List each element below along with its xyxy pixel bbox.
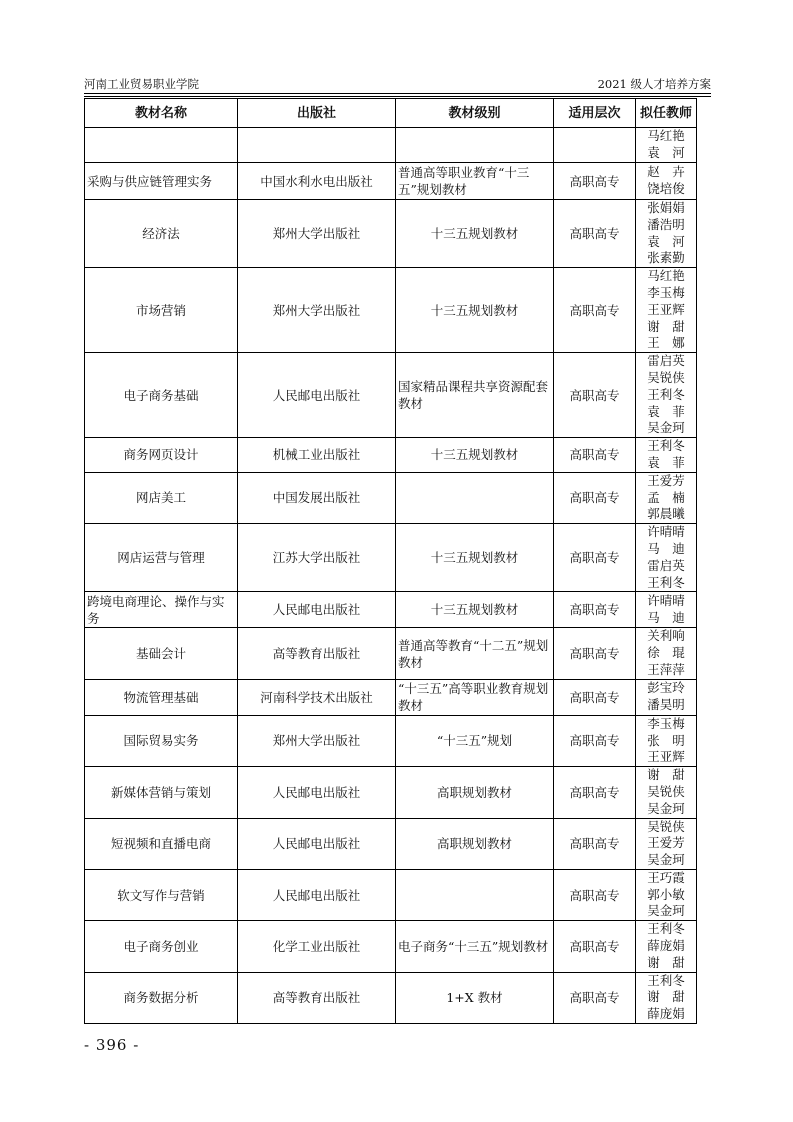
- cell-layer: 高职高专: [554, 353, 636, 438]
- header-doc-title: 2021 级人才培养方案: [597, 77, 711, 91]
- table-row: [85, 767, 697, 818]
- col-header-teachers: 拟任教师: [636, 99, 697, 128]
- cell-level: 国家精品课程共享资源配套教材: [396, 353, 554, 438]
- table-row: [85, 472, 697, 523]
- cell-layer: 高职高专: [554, 268, 636, 353]
- page-number: - 396 -: [84, 1036, 140, 1054]
- cell-textbook-name: 基础会计: [85, 628, 238, 679]
- textbook-table: [84, 98, 697, 1024]
- cell-layer: 高职高专: [554, 200, 636, 268]
- table-row: [85, 972, 697, 1023]
- table-row: [85, 524, 697, 592]
- col-header-layer: 适用层次: [554, 99, 636, 128]
- cell-level: [396, 472, 554, 523]
- col-header-name: 教材名称: [85, 99, 238, 128]
- cell-textbook-name: 电子商务基础: [85, 353, 238, 438]
- cell-layer: 高职高专: [554, 472, 636, 523]
- header-rule: [84, 93, 711, 94]
- cell-teachers: 许晴晴 马 迪 雷启英 王利冬: [636, 524, 697, 592]
- cell-layer: 高职高专: [554, 767, 636, 818]
- cell-textbook-name: 短视频和直播电商: [85, 818, 238, 869]
- table-row: [85, 200, 697, 268]
- cell-textbook-name: 市场营销: [85, 268, 238, 353]
- cell-level: 十三五规划教材: [396, 438, 554, 473]
- cell-textbook-name: 跨境电商理论、操作与实务: [85, 592, 238, 628]
- cell-level: 十三五规划教材: [396, 268, 554, 353]
- cell-level: 普通高等教育“十二五”规划教材: [396, 628, 554, 679]
- cell-teachers: 许晴晴 马 迪: [636, 592, 697, 628]
- cell-publisher: 江苏大学出版社: [238, 524, 396, 592]
- table-row: [85, 268, 697, 353]
- table-row: [85, 679, 697, 715]
- cell-publisher: 高等教育出版社: [238, 628, 396, 679]
- cell-layer: 高职高专: [554, 818, 636, 869]
- cell-layer: 高职高专: [554, 921, 636, 972]
- cell-level: 十三五规划教材: [396, 200, 554, 268]
- cell-layer: 高职高专: [554, 524, 636, 592]
- cell-publisher: 化学工业出版社: [238, 921, 396, 972]
- cell-teachers: 王巧霞 郭小敏 吴金珂: [636, 869, 697, 920]
- cell-teachers: 张娟娟 潘浩明 袁 河 张素勤: [636, 200, 697, 268]
- cell-publisher: 河南科学技术出版社: [238, 679, 396, 715]
- table-row: [85, 818, 697, 869]
- col-header-level: 教材级别: [396, 99, 554, 128]
- cell-level: 电子商务“十三五”规划教材: [396, 921, 554, 972]
- table-row: [85, 921, 697, 972]
- cell-layer: 高职高专: [554, 715, 636, 766]
- cell-textbook-name: 网店美工: [85, 472, 238, 523]
- cell-teachers: 王利冬 薛庞娟 谢 甜: [636, 921, 697, 972]
- cell-teachers: 王爱芳 孟 楠 郭晨曦: [636, 472, 697, 523]
- cell-layer: [554, 128, 636, 163]
- cell-level: 普通高等职业教育“十三五”规划教材: [396, 163, 554, 200]
- cell-publisher: 人民邮电出版社: [238, 818, 396, 869]
- cell-level: “十三五”高等职业教育规划教材: [396, 679, 554, 715]
- cell-teachers: 马红艳 袁 河: [636, 128, 697, 163]
- cell-textbook-name: 国际贸易实务: [85, 715, 238, 766]
- cell-layer: 高职高专: [554, 163, 636, 200]
- cell-teachers: 雷启英 吴锐侠 王利冬 袁 菲 吴金珂: [636, 353, 697, 438]
- cell-teachers: 彭宝玲 潘昊明: [636, 679, 697, 715]
- page-header: [84, 76, 711, 92]
- cell-publisher: 机械工业出版社: [238, 438, 396, 473]
- table-row: [85, 869, 697, 920]
- table-row: [85, 592, 697, 628]
- cell-publisher: 中国发展出版社: [238, 472, 396, 523]
- cell-level: [396, 128, 554, 163]
- table-row: [85, 715, 697, 766]
- cell-textbook-name: 采购与供应链管理实务: [85, 163, 238, 200]
- cell-publisher: 人民邮电出版社: [238, 353, 396, 438]
- cell-publisher: 高等教育出版社: [238, 972, 396, 1023]
- cell-teachers: 赵 卉 饶培俊: [636, 163, 697, 200]
- cell-textbook-name: 软文写作与营销: [85, 869, 238, 920]
- cell-layer: 高职高专: [554, 679, 636, 715]
- table-row: [85, 353, 697, 438]
- cell-publisher: 郑州大学出版社: [238, 200, 396, 268]
- table-row: [85, 163, 697, 200]
- cell-publisher: 人民邮电出版社: [238, 767, 396, 818]
- cell-publisher: 中国水利水电出版社: [238, 163, 396, 200]
- cell-textbook-name: 商务网页设计: [85, 438, 238, 473]
- cell-publisher: 人民邮电出版社: [238, 869, 396, 920]
- cell-layer: 高职高专: [554, 438, 636, 473]
- cell-level: 十三五规划教材: [396, 592, 554, 628]
- cell-layer: 高职高专: [554, 628, 636, 679]
- cell-level: 高职规划教材: [396, 767, 554, 818]
- table-row: [85, 438, 697, 473]
- cell-level: 高职规划教材: [396, 818, 554, 869]
- cell-teachers: 关利响 徐 琨 王萍萍: [636, 628, 697, 679]
- cell-teachers: 谢 甜 吴锐侠 吴金珂: [636, 767, 697, 818]
- cell-publisher: 郑州大学出版社: [238, 715, 396, 766]
- cell-layer: 高职高专: [554, 869, 636, 920]
- header-institution: 河南工业贸易职业学院: [84, 77, 199, 91]
- cell-teachers: 马红艳 李玉梅 王亚辉 谢 甜 王 娜: [636, 268, 697, 353]
- table-row: [85, 628, 697, 679]
- cell-textbook-name: 新媒体营销与策划: [85, 767, 238, 818]
- cell-layer: 高职高专: [554, 592, 636, 628]
- cell-level: 1+X 教材: [396, 972, 554, 1023]
- cell-publisher: 郑州大学出版社: [238, 268, 396, 353]
- cell-level: 十三五规划教材: [396, 524, 554, 592]
- cell-textbook-name: 电子商务创业: [85, 921, 238, 972]
- cell-level: [396, 869, 554, 920]
- cell-publisher: [238, 128, 396, 163]
- cell-textbook-name: 物流管理基础: [85, 679, 238, 715]
- cell-teachers: 李玉梅 张 明 王亚辉: [636, 715, 697, 766]
- table-body: [85, 128, 697, 1024]
- table-row: [85, 128, 697, 163]
- header-rule-thin: [84, 96, 711, 97]
- cell-textbook-name: [85, 128, 238, 163]
- cell-teachers: 王利冬 谢 甜 薛庞娟: [636, 972, 697, 1023]
- cell-textbook-name: 经济法: [85, 200, 238, 268]
- cell-textbook-name: 商务数据分析: [85, 972, 238, 1023]
- table-header-row: [85, 99, 697, 128]
- cell-teachers: 吴锐侠 王爱芳 吴金珂: [636, 818, 697, 869]
- cell-teachers: 王利冬 袁 菲: [636, 438, 697, 473]
- cell-publisher: 人民邮电出版社: [238, 592, 396, 628]
- cell-level: “十三五”规划: [396, 715, 554, 766]
- col-header-publisher: 出版社: [238, 99, 396, 128]
- cell-layer: 高职高专: [554, 972, 636, 1023]
- cell-textbook-name: 网店运营与管理: [85, 524, 238, 592]
